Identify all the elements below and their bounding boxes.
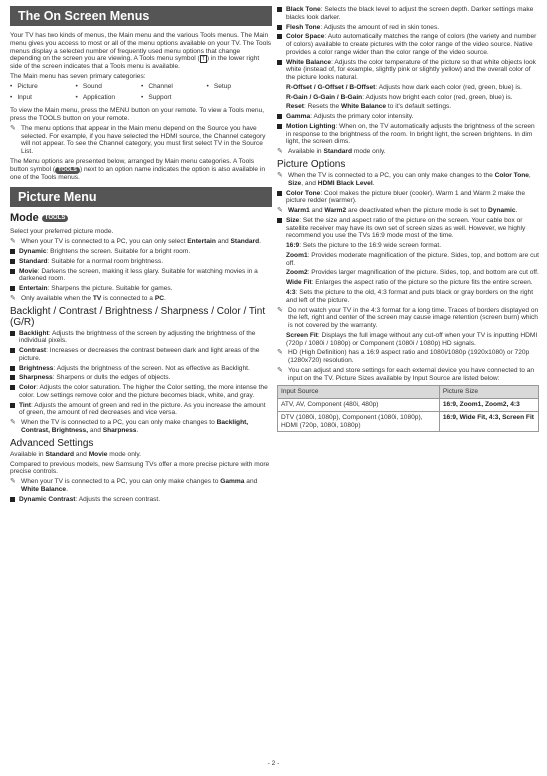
mode-select-text: Select your preferred picture mode. — [10, 228, 114, 236]
note: ✎ Only available when the TV is connected to a PC. — [10, 294, 166, 302]
bullet-square-icon — [10, 331, 15, 336]
tools-button-icon: TOOLS — [42, 215, 69, 222]
bullet-item: Gamma: Adjusts the primary color intensity. — [277, 113, 539, 121]
bullet-item: Entertain: Sharpens the picture. Suitable for games. — [10, 285, 272, 293]
table-cell: 16:9, Wide Fit, 4:3, Screen Fit — [439, 411, 538, 432]
note: ✎ HD (High Definition) has a 16:9 aspect ratio and 1080i/1080p (1920x1080) or 720p (1280x720) resolution. — [277, 349, 530, 365]
bullet-square-icon — [277, 114, 282, 119]
sub-item: Reset: Resets the White Balance to it's default settings. — [286, 103, 452, 111]
category-item: • Sound — [76, 83, 142, 91]
bullet-square-icon — [10, 269, 15, 274]
bullet-square-icon — [277, 7, 282, 12]
picture-size-table — [277, 385, 539, 432]
bullet-square-icon — [277, 60, 282, 65]
bullet-item: White Balance: Adjusts the color temperature of the picture so that white objects look white (instead of, for example, slightly pink or slightly yellow) and the overall color of the picture looks natural. — [277, 59, 539, 82]
page-number: - 2 - — [267, 760, 280, 767]
bullet-item: Color Tone: Cool makes the picture bluer (cooler). Warm 1 and Warm 2 make the picture redder (warmer). — [277, 190, 539, 206]
note: ✎ Do not watch your TV in the 4:3 format for a long time. Traces of borders displayed on the left, right and center of the screen may cause image retention (screen burn) which is not covered by the warranty. — [277, 306, 539, 330]
section-banner-on-screen-menus: The On Screen Menus — [10, 6, 272, 26]
note-pencil-icon: ✎ — [277, 349, 283, 357]
sub-item: Zoom2: Provides larger magnification of the picture. Sides, top, and bottom are cut off. — [286, 269, 539, 277]
view-menu-paragraph: To view the Main menu, press the MENU button on your remote. To view a Tools menu, press the TOOLS button on your remote. — [10, 107, 265, 123]
bullet-item: Flesh Tone: Adjusts the amount of red in skin tones. — [277, 24, 539, 32]
sub-item: Zoom1: Provides moderate magnification of the picture. Sides, top, and bottom are cut off. — [286, 251, 539, 267]
intro-paragraph: Your TV has two kinds of menus, the Main menu and the various Tools menus. The Main menu gives you access to most or all of the menu options available on your TV. The Tools menus display a selected number of frequently used menu options that change depending on the screen you are viewing. A Tools menu symbol ( T ) in the lower right side of the screen indicates that a Tools menu is available. — [10, 32, 272, 71]
bullet-square-icon — [10, 403, 15, 408]
table-cell: 16:9, Zoom1, Zoom2, 4:3 — [439, 399, 538, 412]
category-item: • Input — [10, 94, 76, 102]
bullet-item: Brightness: Adjusts the brightness of the screen. Not as effective as Backlight. — [10, 365, 272, 373]
note-pencil-icon: ✎ — [10, 124, 16, 132]
note: ✎ When the TV is connected to a PC, you can only make changes to Backlight, Contrast, Brightness, and Sharpness. — [10, 419, 249, 434]
note-pencil-icon: ✎ — [10, 238, 16, 246]
category-item: • Channel — [141, 83, 207, 91]
category-item: • Application — [76, 94, 142, 102]
picture-options-heading: Picture Options — [277, 159, 346, 171]
note: ✎ You can adjust and store settings for each external device you have connected to an input on the TV. Picture Sizes available by Input Source are listed below: — [277, 366, 535, 382]
bullet-item: Color Space: Auto automatically matches the range of colors (the variety and number of colors) available to create pictures with the color range of the video source. Native provides a color range wider than the color range of the video source. — [277, 33, 539, 56]
note-pencil-icon: ✎ — [277, 366, 283, 374]
sub-item: Wide Fit: Enlarges the aspect ratio of the picture so the picture fits the entire screen. — [286, 279, 533, 287]
bullet-square-icon — [10, 366, 15, 371]
note-pencil-icon: ✎ — [10, 294, 16, 302]
bullet-square-icon — [10, 249, 15, 254]
table-header: Picture Size — [439, 386, 538, 399]
sub-item: R-Offset / G-Offset / B-Offset: Adjusts how dark each color (red, green, blue) is. — [286, 83, 522, 91]
note-pencil-icon: ✎ — [10, 419, 16, 427]
category-list — [10, 83, 272, 105]
note: ✎ Available in Standard mode only. — [277, 148, 386, 156]
note: ✎ Warm1 and Warm2 are deactivated when the picture mode is set to Dynamic. — [277, 207, 518, 215]
bullet-item: Size: Set the size and aspect ratio of the picture on the screen. Your cable box or satellite receiver may have its own set of screen sizes as well. However, we highly recommend you use the TVs 16:9 mode most of the time. — [277, 217, 539, 240]
note-pencil-icon: ✎ — [10, 478, 16, 486]
note: ✎ When your TV is connected to a PC, you can only make changes to Gamma and White Balance. — [10, 478, 258, 493]
table-cell: ATV, AV, Component (480i, 480p) — [278, 399, 440, 412]
note-pencil-icon: ✎ — [277, 148, 283, 156]
section-banner-picture-menu: Picture Menu — [10, 187, 272, 207]
bullet-item: Standard: Suitable for a normal room brightness. — [10, 258, 272, 266]
note-pencil-icon: ✎ — [277, 172, 283, 180]
bullet-square-icon — [277, 25, 282, 30]
bullet-item: Dynamic Contrast: Adjusts the screen contrast. — [10, 496, 272, 504]
note-pencil-icon: ✎ — [277, 207, 283, 215]
table-cell: DTV (1080i, 1080p), Component (1080i, 1080p), HDMI (720p, 1080i, 1080p) — [278, 411, 440, 432]
table-header: Input Source — [278, 386, 440, 399]
bullet-square-icon — [277, 124, 282, 129]
bullet-square-icon — [10, 286, 15, 291]
bullet-square-icon — [10, 348, 15, 353]
bullet-square-icon — [10, 375, 15, 380]
advanced-settings-heading: Advanced Settings — [10, 437, 94, 449]
main-menu-categories-intro: The Main menu has seven primary categories: — [10, 73, 146, 81]
tools-menu-icon: T — [201, 56, 205, 63]
bullet-square-icon — [10, 385, 15, 390]
bullet-item: Dynamic: Brightens the screen. Suitable for a bright room. — [10, 248, 272, 256]
note: ✎ When the TV is connected to a PC, you can only make changes to the Color Tone, Size, and HDMI Black Level. — [277, 172, 531, 187]
tools-button-icon: TOOLS — [55, 167, 80, 174]
sub-item: 16:9: Sets the picture to the 16:9 wide screen format. — [286, 242, 442, 250]
bullet-square-icon — [10, 259, 15, 264]
bullet-item: Sharpness: Sharpens or dulls the edges of objects. — [10, 374, 272, 382]
bullet-square-icon — [10, 497, 15, 502]
bullet-item: Black Tone: Selects the black level to adjust the screen depth. Darker settings make blacks look darker. — [277, 6, 539, 22]
note: ✎ When your TV is connected to a PC, you can only select Entertain and Standard. — [10, 238, 261, 246]
category-item: • Setup — [207, 83, 273, 91]
bullet-item: Motion Lighting: When on, the TV automatically adjusts the brightness of the screen in response to the brightness of the room. In bright light, the screen brightens. In dim light, the screen dims. — [277, 123, 539, 146]
table-header-row — [278, 386, 539, 399]
mode-heading: Mode TOOLS — [10, 212, 272, 225]
sub-item: Screen Fit: Displays the full image without any cut-off when your TV is inputting HDMI (720p / 1080i / 1080p) or Component (1080i / 1080p) HD signals. — [286, 331, 538, 347]
category-item: • Picture — [10, 83, 76, 91]
note: ✎ The menu options that appear in the Main menu depend on the Source you have selected. For example, if you have selected the HDMI source, the Channel category will not appear. To see the Channel category, you must first select TV in the Source List. — [10, 124, 266, 156]
table-row — [278, 399, 539, 412]
backlight-heading: Backlight / Contrast / Brightness / Sharpness / Color / Tint (G/R) — [10, 305, 266, 328]
note-pencil-icon: ✎ — [277, 306, 283, 314]
left-column — [10, 6, 272, 505]
sub-item: 4:3: Sets the picture to the old, 4:3 format and puts black or gray borders on the right and left of the picture. — [286, 288, 534, 304]
bullet-item: Color: Adjusts the color saturation. The higher the Color setting, the more intense the color. Low settings remove color and the picture becomes black, white, and gray. — [10, 384, 272, 400]
bullet-item: Backlight: Adjusts the brightness of the screen by adjusting the brightness of the individual pixels. — [10, 330, 272, 346]
bullet-item: Tint: Adjusts the amount of green and red in the picture. As you increase the amount of green, the amount of red decreases and vice versa. — [10, 402, 272, 418]
presented-paragraph: The Menu options are presented below, arranged by Main menu categories. A Tools button symbol ( TOOLS ) next to an option name indicates the option is also available in one of the Tools menus. — [10, 157, 266, 181]
bullet-item: Contrast: Increases or decreases the contrast between dark and light areas of the picture. — [10, 347, 272, 363]
right-column — [277, 6, 539, 432]
table-row — [278, 411, 539, 432]
bullet-square-icon — [277, 191, 282, 196]
bullet-item: Movie: Darkens the screen, making it less glary. Suitable for watching movies in a darkened room. — [10, 268, 272, 284]
sub-item: R-Gain / G-Gain / B-Gain: Adjusts how bright each color (red, green, blue) is. — [286, 93, 513, 101]
advanced-availability: Available in Standard and Movie mode only. — [10, 450, 141, 458]
advanced-compare: Compared to previous models, new Samsung TVs offer a more precise picture with more precise controls. — [10, 460, 270, 476]
bullet-square-icon — [277, 34, 282, 39]
bullet-square-icon — [277, 218, 282, 223]
category-item: • Support — [141, 94, 207, 102]
